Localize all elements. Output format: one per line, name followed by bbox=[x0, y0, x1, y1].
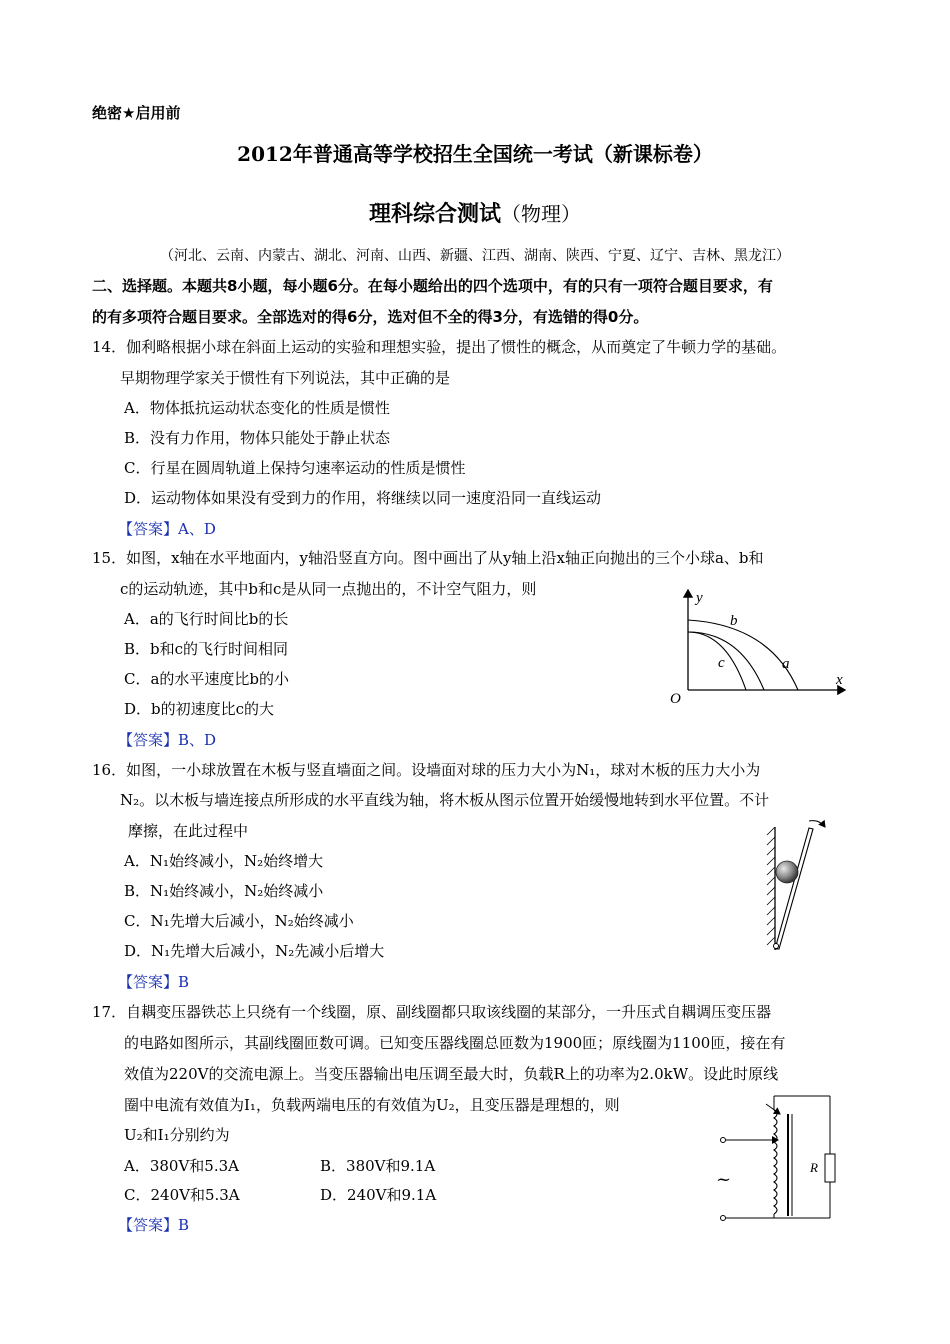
section-instruction-1: 二、选择题。本题共8小题，每小题6分。在每小题给出的四个选项中，有的只有一项符合题目要求，有 bbox=[92, 277, 773, 295]
q16-stem-2: N₂。以木板与墙连接点所形成的水平直线为轴，将木板从图示位置开始缓慢地转到水平位置。不计 bbox=[120, 791, 770, 809]
q17-ac-source-symbol: ~ bbox=[716, 1169, 732, 1190]
section-instruction-2: 的有多项符合题目要求。全部选对的得6分，选对但不全的得3分，有选错的得0分。 bbox=[92, 308, 649, 326]
secret-label: 绝密★启用前 bbox=[92, 104, 181, 122]
q15-label-x: x bbox=[836, 672, 843, 688]
exam-subtitle bbox=[0, 199, 950, 229]
q15-option-b: B．b和c的飞行时间相同 bbox=[124, 640, 289, 658]
subtitle-main: 理科综合测试 bbox=[368, 201, 501, 227]
q17-transformer-figure bbox=[710, 1092, 850, 1227]
q16-stem-3: 摩擦，在此过程中 bbox=[128, 822, 249, 840]
q16-ball bbox=[776, 861, 798, 883]
subtitle-paren: （物理） bbox=[501, 202, 581, 226]
q17-label-r: R bbox=[810, 1160, 818, 1175]
q16-option-c: C．N₁先增大后减小，N₂始终减小 bbox=[124, 912, 354, 930]
q17-stem-5: U₂和I₁分别约为 bbox=[124, 1126, 230, 1144]
q17-answer: 【答案】B bbox=[118, 1216, 190, 1234]
exam-title: 2012年普通高等学校招生全国统一考试（新课标卷） bbox=[237, 142, 713, 166]
q17-option-a: A．380V和5.3A bbox=[124, 1157, 239, 1175]
q14-option-d: D．运动物体如果没有受到力的作用，将继续以同一速度沿同一直线运动 bbox=[124, 489, 602, 507]
q16-wall-board-figure bbox=[755, 815, 830, 960]
q17-stem-1: 17．自耦变压器铁芯上只绕有一个线圈，原、副线圈都只取该线圈的某部分，一升压式自耦调压变压器 bbox=[92, 1003, 772, 1021]
q16-option-d: D．N₁先增大后减小，N₂先减小后增大 bbox=[124, 942, 385, 960]
regions-list: （河北、云南、内蒙古、湖北、河南、山西、新疆、江西、湖南、陕西、宁夏、辽宁、吉林、黑龙江） bbox=[160, 248, 790, 264]
q17-option-d: D．240V和9.1A bbox=[320, 1186, 437, 1204]
q14-option-c: C．行星在圆周轨道上保持匀速率运动的性质是惯性 bbox=[124, 459, 466, 477]
q14-option-b: B．没有力作用，物体只能处于静止状态 bbox=[124, 429, 391, 447]
q16-pivot bbox=[774, 944, 779, 949]
q16-option-b: B．N₁始终减小，N₂始终减小 bbox=[124, 882, 324, 900]
q15-curve-b bbox=[688, 632, 764, 690]
q15-label-y: y bbox=[696, 590, 703, 606]
q17-option-c: C．240V和5.3A bbox=[124, 1186, 240, 1204]
q16-option-a: A．N₁始终减小，N₂始终增大 bbox=[124, 852, 324, 870]
q15-label-a: a bbox=[782, 656, 790, 672]
q17-stem-3: 效值为220V的交流电源上。当变压器输出电压调至最大时，负载R上的功率为2.0kW。设此时原线 bbox=[124, 1065, 779, 1083]
q15-curve-c bbox=[688, 632, 746, 690]
q15-label-b: b bbox=[730, 613, 738, 629]
q15-label-c: c bbox=[718, 655, 725, 671]
q14-option-a: A．物体抵抗运动状态变化的性质是惯性 bbox=[124, 399, 390, 417]
q16-wall-hatching bbox=[767, 827, 775, 950]
q15-option-a: A．a的飞行时间比b的长 bbox=[124, 610, 289, 628]
q17-load-resistor bbox=[825, 1154, 835, 1182]
q16-board bbox=[775, 828, 813, 949]
q15-stem-2: c的运动轨迹，其中b和c是从同一点抛出的，不计空气阻力，则 bbox=[120, 580, 537, 598]
q15-option-c: C．a的水平速度比b的小 bbox=[124, 670, 290, 688]
q15-answer: 【答案】B、D bbox=[118, 731, 217, 749]
q16-answer: 【答案】B bbox=[118, 973, 190, 991]
q15-stem-1: 15．如图，x轴在水平地面内，y轴沿竖直方向。图中画出了从y轴上沿x轴正向抛出的三个小球a、b和 bbox=[92, 549, 764, 567]
q16-rotation-arrow bbox=[809, 821, 825, 827]
q14-answer: 【答案】A、D bbox=[118, 520, 216, 538]
q15-trajectory-figure bbox=[660, 580, 860, 710]
q15-label-o: O bbox=[670, 691, 681, 707]
q17-stem-2: 的电路如图所示，其副线圈匝数可调。已知变压器线圈总匝数为1900匝；原线圈为1100匝，接在有 bbox=[124, 1034, 786, 1052]
q14-stem-1: 14．伽利略根据小球在斜面上运动的实验和理想实验，提出了惯性的概念，从而奠定了牛顿力学的基础。 bbox=[92, 338, 787, 356]
q17-stem-4: 圈中电流有效值为I₁，负载两端电压的有效值为U₂，且变压器是理想的，则 bbox=[124, 1096, 620, 1114]
q14-stem-2: 早期物理学家关于惯性有下列说法，其中正确的是 bbox=[120, 369, 451, 387]
q17-coil bbox=[774, 1110, 777, 1214]
q15-option-d: D．b的初速度比c的大 bbox=[124, 700, 275, 718]
q16-stem-1: 16．如图，一小球放置在木板与竖直墙面之间。设墙面对球的压力大小为N₁，球对木板的压力大小为 bbox=[92, 761, 761, 779]
q17-option-b: B．380V和9.1A bbox=[320, 1157, 436, 1175]
